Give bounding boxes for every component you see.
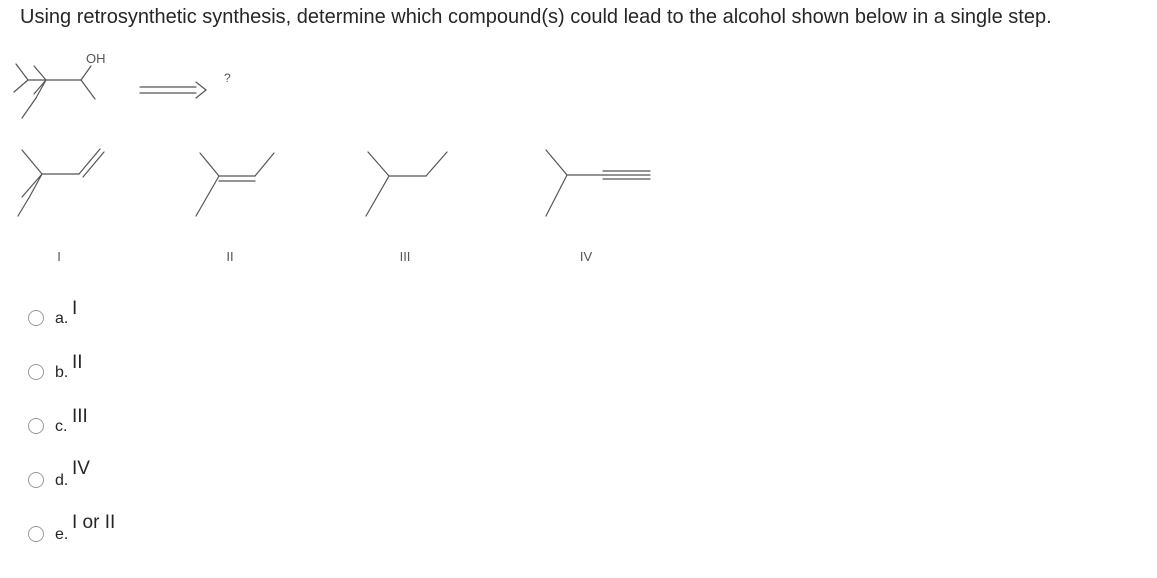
option-answer: I — [72, 298, 78, 319]
bond — [16, 64, 28, 80]
bond — [546, 175, 567, 216]
radio-button[interactable] — [28, 364, 44, 380]
option-b[interactable] — [0, 352, 200, 392]
option-letter: b. — [55, 364, 69, 381]
radio-button[interactable] — [28, 526, 44, 542]
arrow-head-bottom — [196, 90, 206, 98]
bond — [368, 152, 389, 176]
oh-label: OH — [86, 51, 106, 66]
bond — [34, 66, 46, 80]
bond — [426, 152, 447, 176]
compound-label-i: I — [57, 249, 61, 264]
question-text: Using retrosynthetic synthesis, determine which compound(s) could lead to the alcohol shown below in a single step. — [20, 6, 1052, 28]
compound-ii-structure — [196, 153, 274, 216]
retro-arrow — [140, 71, 231, 98]
option-letter: c. — [55, 418, 68, 435]
compound-i-structure — [18, 149, 104, 216]
option-answer: IV — [72, 458, 90, 479]
radio-button[interactable] — [28, 418, 44, 434]
compound-label-ii: II — [226, 249, 234, 264]
target-alcohol-structure — [14, 51, 106, 118]
bond — [81, 80, 95, 99]
bond — [366, 176, 389, 216]
bond — [546, 150, 567, 175]
option-e[interactable] — [0, 512, 200, 552]
bond — [81, 66, 91, 80]
option-answer: I or II — [72, 512, 116, 533]
bond — [200, 153, 219, 176]
bond — [79, 149, 100, 174]
bond — [18, 196, 30, 216]
compound-iv-structure — [546, 150, 650, 216]
option-letter: e. — [55, 526, 69, 543]
option-answer: III — [72, 406, 88, 427]
bond — [255, 153, 274, 176]
bond — [14, 80, 28, 92]
compound-label-iii: III — [399, 249, 411, 264]
radio-button[interactable] — [28, 472, 44, 488]
bond — [22, 150, 42, 174]
arrow-head-top — [196, 82, 206, 90]
radio-button[interactable] — [28, 310, 44, 326]
question-mark: ? — [224, 71, 231, 85]
option-c[interactable] — [0, 406, 200, 446]
compound-label-iv: IV — [579, 249, 593, 264]
option-a[interactable] — [0, 298, 200, 338]
bond — [22, 98, 36, 118]
option-answer: II — [72, 352, 83, 373]
option-letter: d. — [55, 472, 69, 489]
option-d[interactable] — [0, 458, 200, 498]
bond — [83, 152, 104, 177]
option-letter: a. — [55, 310, 69, 327]
compound-iii-structure — [366, 152, 447, 216]
bond — [196, 176, 219, 216]
